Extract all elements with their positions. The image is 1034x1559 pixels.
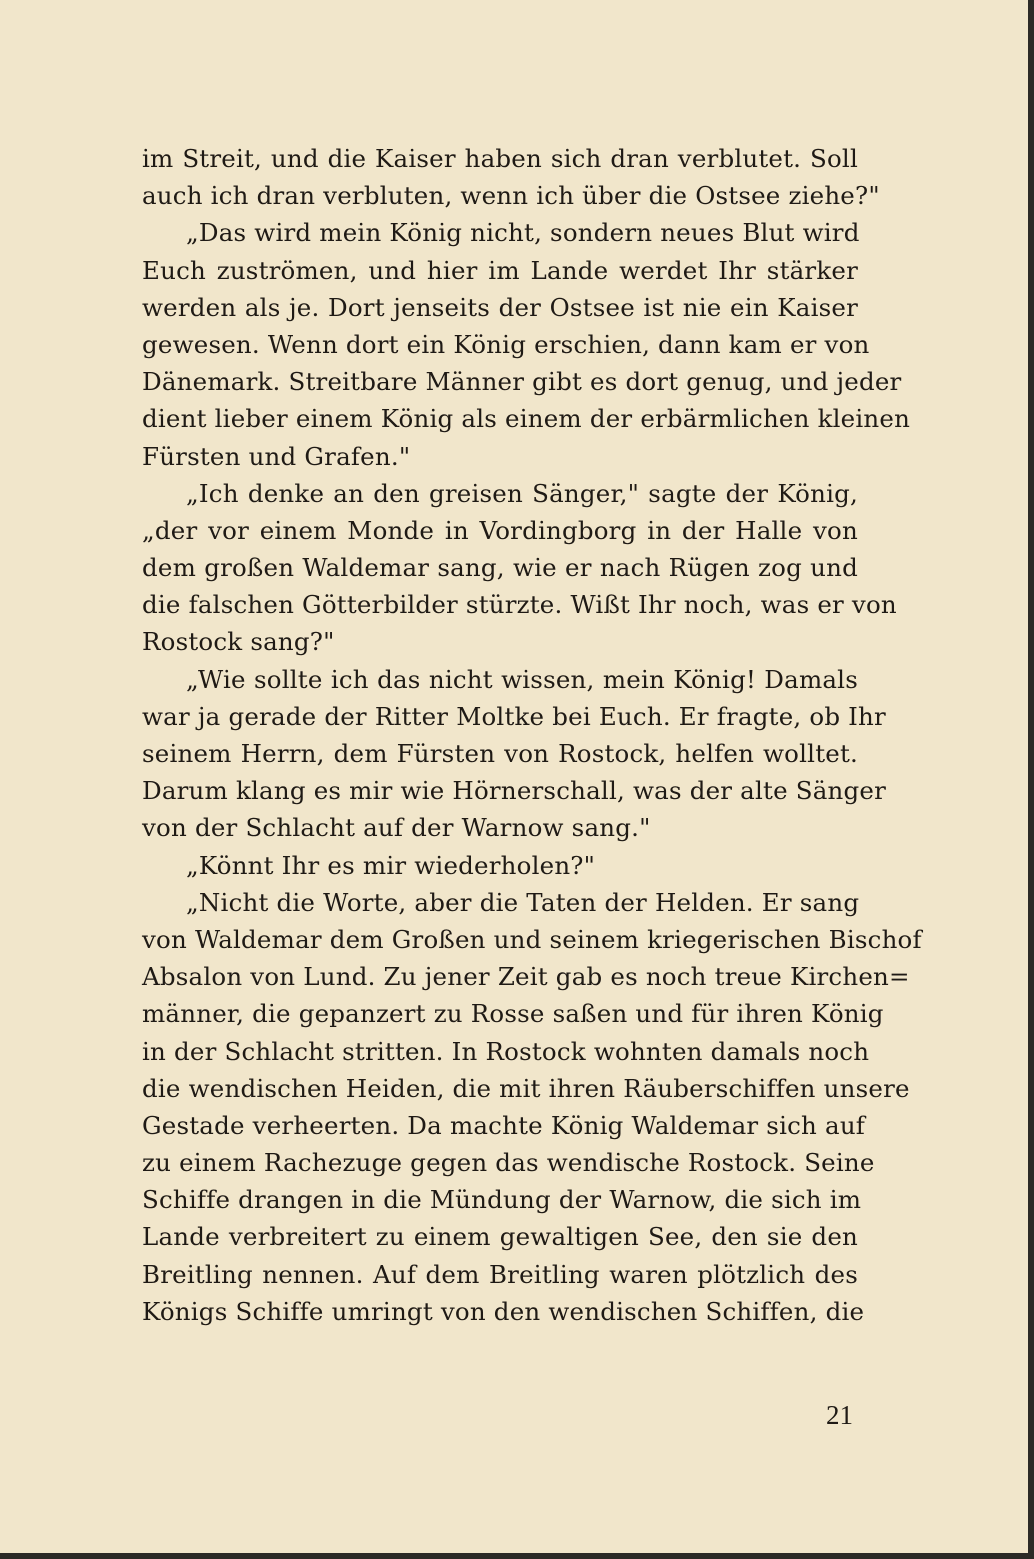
text-line: Lande verbreitert zu einem gewaltigen See, den sie den <box>142 1222 858 1252</box>
text-line: Dänemark. Streitbare Männer gibt es dort genug, und jeder <box>142 367 902 397</box>
text-line: von Waldemar dem Großen und seinem kriegerischen Bischof <box>142 924 922 954</box>
text-line: Rostock sang?" <box>142 627 335 657</box>
text-line: Schiffe drangen in die Mündung der Warnow, die sich im <box>142 1185 862 1215</box>
page-number: 21 <box>826 1400 853 1430</box>
text-line: war ja gerade der Ritter Moltke bei Euch. Er fragte, ob Ihr <box>142 701 886 731</box>
text-line: Breitling nennen. Auf dem Breitling waren plötzlich des <box>142 1259 858 1289</box>
text-line: männer, die gepanzert zu Rosse saßen und für ihren König <box>142 999 884 1029</box>
text-line: „Wie sollte ich das nicht wissen, mein König! Damals <box>186 664 858 694</box>
text-line: „Das wird mein König nicht, sondern neues Blut wird <box>186 218 860 248</box>
text-line: im Streit, und die Kaiser haben sich dran verblutet. Soll <box>142 144 858 173</box>
text-line: die falschen Götterbilder stürzte. Wißt Ihr noch, was er von <box>142 590 897 620</box>
text-line: „Ich denke an den greisen Sänger," sagte der König, <box>186 478 858 508</box>
text-line: von der Schlacht auf der Warnow sang." <box>142 813 651 843</box>
text-line: dem großen Waldemar sang, wie er nach Rügen zog und <box>142 553 858 583</box>
text-line: „der vor einem Monde in Vordingborg in der Halle von <box>142 515 858 545</box>
text-line: „Nicht die Worte, aber die Taten der Helden. Er sang <box>186 887 860 917</box>
text-line: Euch zuströmen, und hier im Lande werdet Ihr stärker <box>142 255 858 285</box>
text-line: dient lieber einem König als einem der erbärmlichen kleinen <box>142 404 911 434</box>
text-line: Königs Schiffe umringt von den wendischen Schiffen, die <box>142 1296 865 1326</box>
text-line: Gestade verheerten. Da machte König Waldemar sich auf <box>142 1110 866 1140</box>
text-line: zu einem Rachezuge gegen das wendische Rostock. Seine <box>142 1148 875 1178</box>
body-text <box>142 140 922 1330</box>
text-line: Fürsten und Grafen." <box>142 441 411 471</box>
text-line: Absalon von Lund. Zu jener Zeit gab es noch treue Kirchen= <box>142 962 910 992</box>
text-line: in der Schlacht stritten. In Rostock wohnten damals noch <box>142 1036 870 1066</box>
text-line: werden als je. Dort jenseits der Ostsee ist nie ein Kaiser <box>142 292 858 322</box>
text-line: „Könnt Ihr es mir wiederholen?" <box>186 850 596 880</box>
text-line: gewesen. Wenn dort ein König erschien, dann kam er von <box>142 329 870 359</box>
text-line: seinem Herrn, dem Fürsten von Rostock, helfen wolltet. <box>142 739 858 768</box>
text-line: Darum klang es mir wie Hörnerschall, was der alte Sänger <box>142 776 887 806</box>
text-line: auch ich dran verbluten, wenn ich über die Ostsee ziehe?" <box>142 181 880 211</box>
text-line: die wendischen Heiden, die mit ihren Räuberschiffen unsere <box>142 1073 910 1103</box>
